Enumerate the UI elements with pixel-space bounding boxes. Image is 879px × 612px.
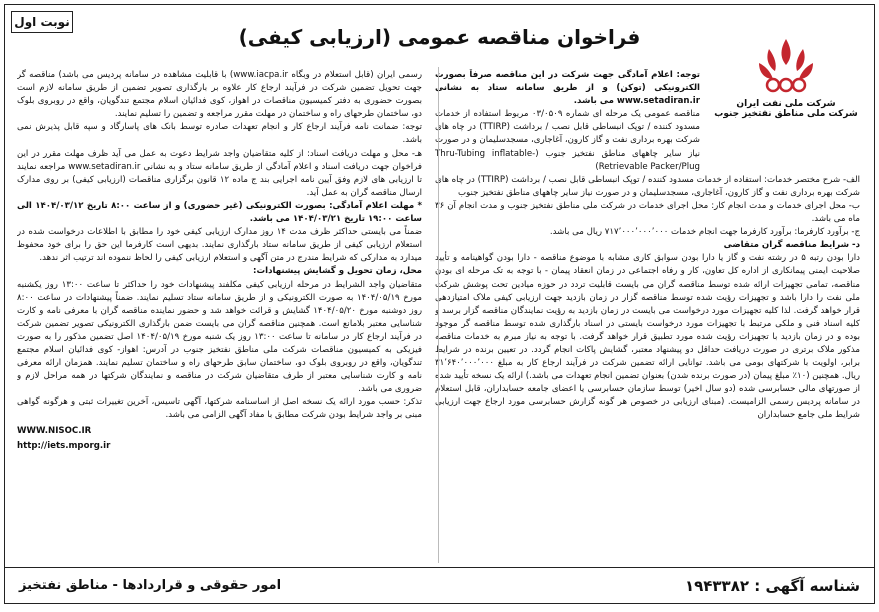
page-title: فراخوان مناقصه عمومی (ارزیابی کیفی): [238, 25, 641, 49]
round-badge: نوبت اول: [11, 11, 73, 33]
paragraph: تذکر: حسب مورد ارائه یک نسخه اصل از اساسنامه شرکتها، آگهی تاسیس، آخرین تغییرات ثبتی و هرگونه گواهی مبنی بر واجد شرایط بودن شرکت مطابق با مفاد آگهی الزامی می باشد.: [17, 397, 422, 421]
paragraph: ضمناً می بایستی حداکثر ظرف مدت ۱۴ روز مدارک ارزیابی کیفی خود را مطابق با اطلاعات درخواست شده در استعلام ارزیابی کیفی از طریق سامانه ستاد بارگذاری نمایند. بدیهی است کارفرما این حق را برای خود محفوظ میدارد به مدارکی که شرایط مندرج در متن آگهی و استعلام ارزیابی کیفی را لحاظ ننموده اند ترتیب اثر ندهد.: [17, 227, 422, 264]
website-link[interactable]: WWW.NISOC.IR: [17, 425, 92, 436]
ad-identifier: شناسه آگهی : ۱۹۴۳۳۸۲: [684, 576, 860, 595]
paragraph: دارا بودن رتبه ۵ در رشته نفت و گاز یا دارا بودن سوابق کاری مشابه با موضوع مناقصه - دارا بودن گواهینامه و تأیید صلاحیت ایمنی پیمانکاری از اداره کل تعاون، کار و رفاه اجتماعی در زمان انعقاد پیمان - با توجه به تک مرحله ای بودن مناقصه، تمامی تجهیزات ارائه شده توسط مناقصه گران می بایست قابلیت تردد در حوزه میادین تحت پوشش شرکت ملی نفت را دارا باشد و تجهیزات رؤیت شده توسط مناقصه گزار در زمان بازدید جهت ارزیابی کیفی ملاک امتیازدهی قرار خواهد گرفت. لذا کلیه تجهیزات مورد درخواست می بایست در زمان بازدید به رؤیت نمایندگان مناقصه گزار برسد و کلیه اسناد فنی و ملکی مرتبط با تجهیزات مورد درخواست بایستی در اسناد بارگذاری شده توسط مناقصه گر موجود بوده و در زمان بازدید با تجهیزات رؤیت شده مورد تطبیق قرار خواهد گرفت. با توجه به نیاز مبرم به خدمات مناقصه مذکور ملاک برتری در صورت دریافت حداقل دو پیشنهاد معتبر، گشایش پاکات انجام گردد. در تعیین برنده در شرایط برابر، اولویت با شرکتهای بومی می باشد. توانایی ارائه تضمین شرکت در فرآیند ارجاع کار به مبلغ ۳۱٬۶۴۰٬۰۰۰٬۰۰۰ ریال. همچنین (۱۰٪ مبلغ پیمان (در صورت برنده شدن) بعنوان تضمین انجام تعهدات می باشد.) ارائه یک نسخه تأیید شده از صورتهای مالی حسابرسی شده (دو سال اخیر) توسط سازمان حسابرسی یا اعضای جامعه حسابداران، قابل استعلام در سامانه پردیس رسمی الزامیست. (مبنای ارزیابی در خصوص هر گونه گزارش حسابرسی مورد ارجاع جهت ارزیابی شرایط ملی جامع حسابداران: [435, 253, 860, 421]
paragraph: ج- برآورد کارفرما: برآورد کارفرما جهت انجام خدمات ۷۱۷٬۰۰۰٬۰۰۰٬۰۰۰ ریال می باشد.: [549, 227, 860, 238]
left-column: [17, 69, 422, 563]
website-link[interactable]: http://iets.mporg.ir: [17, 440, 111, 451]
paragraph: مناقصه عمومی یک مرحله ای شماره ۰۳/۰۵۰۹ مربوط استفاده از خدمات مسدود کننده / توپک انبساطی قابل نصب / برداشت (TTIRP) در چاه های شرکت بهره برداری نفت و گاز کارون، آغاجاری، مسجدسلیمان و در صورت نیاز سایر چاههای مناطق نفتخیز جنوب (Thru-Tubing inflatable-Retrievable Packer/Plug): [435, 109, 701, 172]
paragraph: ب- محل اجرای خدمات و مدت انجام کار: محل اجرای خدمات در شرکت ملی مناطق نفتخیز جنوب و مدت انجام آن ۳۶ ماه می باشد.: [435, 200, 860, 225]
paragraph: رسمی ایران (قابل استعلام در وبگاه www.iacpa.ir) با قابلیت مشاهده در سامانه پردیس می باشد) مناقصه گر جهت تحویل تضمین شرکت در فرآیند ارجاع کار علاوه بر بارگذاری تصویر تضمین از طریق سامانه لازم است بصورت حضوری به دفتر کمیسیون مناقصات در اهواز، کوی فدائیان اسلام مجتمع تندگویان، واقع در روبروی بلوک دو، ساختمان طرحهای راه و ساختمان در مهلت مقرر مراجعه و تضمین را تسلیم نمایند.: [17, 70, 422, 120]
company-name-line1: شرکت ملی نفت ایران: [736, 99, 836, 109]
paragraph: متقاضیان واجد الشرایط در مرحله ارزیابی کیفی مکلفند پیشنهادات خود را حداکثر تا ساعت ۱۳:۰۰ روز یکشنبه مورخ ۱۴۰۴/۰۵/۱۹ به صورت الکترونیکی و از طریق سامانه ستاد تسلیم نمایند. ضمناً پیشنهادات در ساعت ۸:۰۰ روز دوشنبه مورخ ۱۴۰۴/۰۵/۲۰ گشایش و قرائت خواهد شد و حضور نماینده مناقصه گران با معرفی نامه و کارت شناسایی معتبر بلامانع است. همچنین مناقصه گران می بایست ضمن بارگذاری الکترونیکی تصویر تضمین شرکت در فرآیند ارجاع کار در سامانه تا ساعت ۱۳:۰۰ روز یک شنبه مورخ ۱۴۰۴/۰۵/۱۹ اصل تضمین مذکور را به صورت فیزیکی به کمیسیون مناقصات شرکت ملی مناطق نفتخیز جنوب در آدرس: اهواز- کوی فدائیان اسلام مجتمع تندگویان، واقع در روبروی بلوک دو، ساختمان سابق طرحهای راه و ساختمان تسلیم نمایند. همزمان ارائه معرفی نامه و کارت شناسایی معتبر از طرف متقاضیان شرکت در مناقصه و نمایندگان شرکتها در همه مراحل لازم و ضروری می باشد.: [17, 279, 422, 395]
company-name-line2: شرکت ملی مناطق نفتخیز جنوب: [714, 109, 858, 119]
paragraph: توجه: اعلام آمادگی جهت شرکت در این مناقصه صرفاً بصورت الکترونیکی (توکن) و از طریق سامانه ستاد به نشانی www.setadiran.ir می باشد.: [435, 70, 700, 107]
ad-page: [4, 4, 875, 604]
paragraph: توجه: ضمانت نامه فرآیند ارجاع کار و انجام تعهدات صادره توسط بانک های پاسارگاد و سپه قابل پذیرش نمی باشد.: [17, 122, 422, 146]
department-name: امور حقوقی و قراردادها - مناطق نفتخیز: [19, 578, 282, 593]
column-divider: [438, 67, 439, 563]
section-heading: محل، زمان تحویل و گشایش پیشنهادات:: [253, 266, 422, 277]
footer: [5, 567, 874, 603]
paragraph: * مهلت اعلام آمادگی: بصورت الکترونیکی (غیر حضوری) و از ساعت ۸:۰۰ تاریخ ۱۴۰۴/۰۳/۱۲ الی ساعت ۱۹:۰۰ تاریخ ۱۴۰۴/۰۳/۲۱ می باشد.: [17, 200, 422, 225]
paragraph: هـ- محل و مهلت دریافت اسناد: از کلیه متقاضیان واجد شرایط دعوت به عمل می آید ظرف مهلت مقرر در این فراخوان جهت دریافت اسناد و اعلام آمادگی از طریق سامانه ستاد و به نشانی www.setadiran.ir مراجعه نمایند تا ارزیابی های لازم وفق آیین نامه اجرایی بند ج ماده ۱۲ قانون برگزاری مناقصات (ارزیابی کیفی) بر روی مدارک ارسال مناقصه گران به عمل آید.: [17, 148, 422, 198]
right-column: [435, 69, 860, 563]
section-heading: د- شرایط مناقصه گران متقاضی: [723, 240, 860, 251]
paragraph: الف- شرح مختصر خدمات: استفاده از خدمات مسدود کننده / توپک انبساطی قابل نصب / برداشت (TTIRP) در چاه های شرکت بهره برداری نفت و گاز کارون، آغاجاری، مسجدسلیمان و در صورت نیاز سایر چاههای مناطق نفتخیز جنوب: [435, 174, 860, 198]
